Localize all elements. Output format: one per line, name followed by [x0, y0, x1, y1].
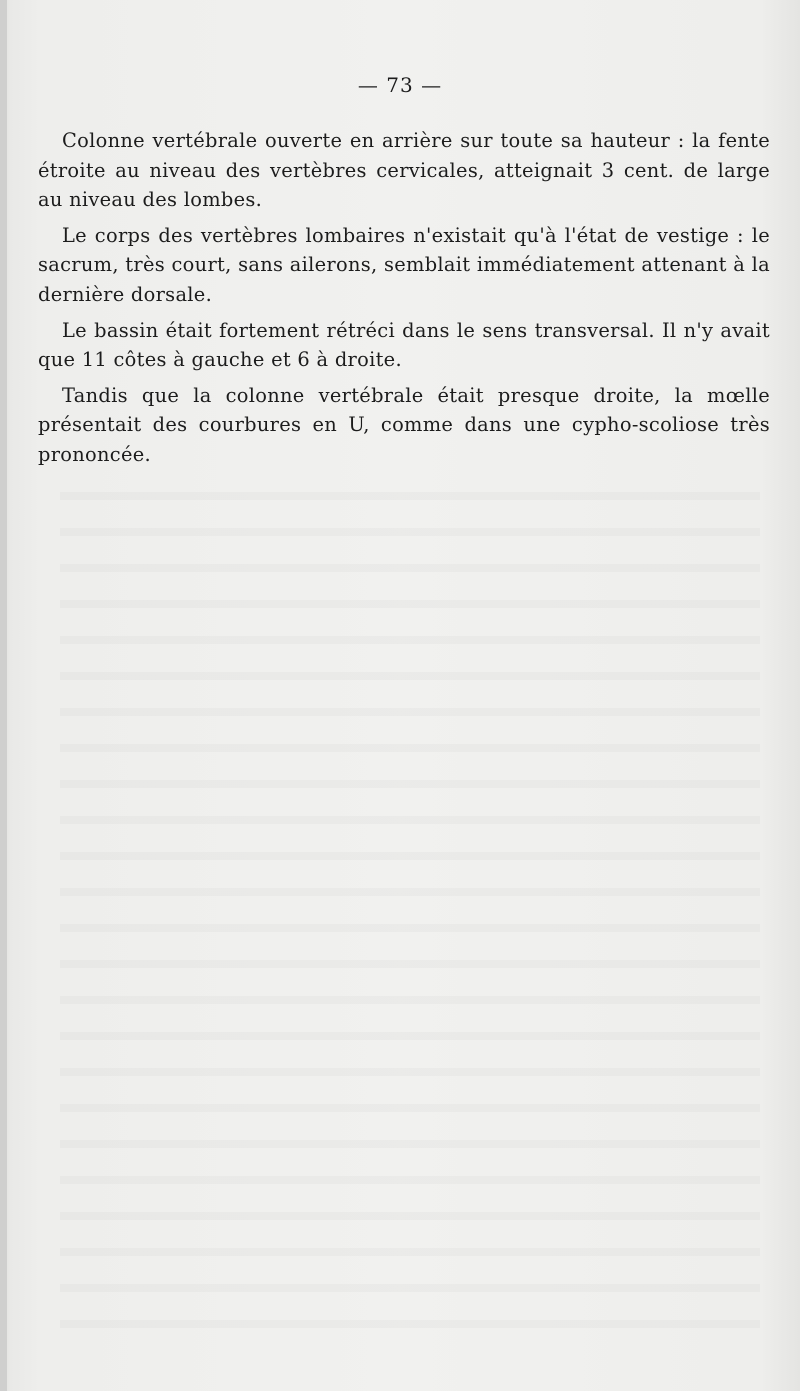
page-number: — 73 —: [357, 73, 443, 97]
bleed-through-texture: [60, 470, 760, 1350]
page-edge-shadow: [0, 0, 7, 1391]
body-text: [38, 126, 770, 476]
paragraph-1: Colonne vertébrale ouverte en arrière sur toute sa hauteur : la fente étroite au niveau des vertèbres cervicales, atteignait 3 cent. de large au niveau des lombes.: [38, 129, 770, 212]
paragraph-2: Le corps des vertèbres lombaires n'existait qu'à l'état de vestige : le sacrum, très court, sans ailerons, semblait immédiatement attenant à la dernière dorsale.: [38, 223, 770, 306]
paragraph-4: Tandis que la colonne vertébrale était presque droite, la mœlle présentait des courbures en U, comme dans une cypho-scoliose très prononcée.: [38, 383, 770, 466]
paragraph-3: Le bassin était fortement rétréci dans le sens transversal. Il n'y avait que 11 côtes à gauche et 6 à droite.: [38, 318, 770, 372]
